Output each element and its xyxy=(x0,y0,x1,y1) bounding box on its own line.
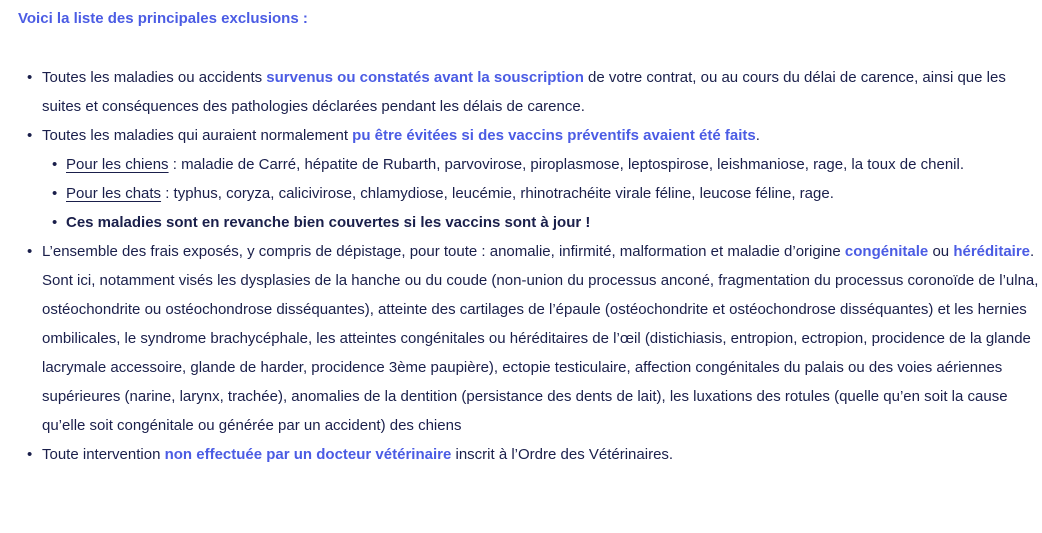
item-text: Toutes les maladies qui auraient normalement xyxy=(42,127,353,144)
highlight-text: pu être évitées si des vaccins préventifs avaient été faits xyxy=(352,127,756,144)
highlight-text: non effectuée par un docteur vétérinaire xyxy=(164,446,452,463)
list-item xyxy=(42,440,1042,469)
item-text: ou xyxy=(928,243,954,260)
item-text: de votre contrat, ou au cours du délai de carence, ainsi que les suites et conséquences des pathologies déclarées pendant les délais de carence. xyxy=(42,69,1006,115)
section-heading: Voici la liste des principales exclusions : xyxy=(18,10,308,27)
sublist-item-cats xyxy=(66,179,1042,208)
item-text: : maladie de Carré, hépatite de Rubarth, parvovirose, piroplasmose, leptospirose, leishmaniose, rage, la toux de chenil. xyxy=(168,156,964,173)
highlight-text: héréditaire xyxy=(953,243,1031,260)
underlined-label: Pour les chats xyxy=(66,185,162,202)
vaccine-sublist xyxy=(42,150,1042,237)
highlight-text: congénitale xyxy=(844,243,929,260)
highlight-text: survenus ou constatés avant la souscription xyxy=(266,69,584,86)
list-item xyxy=(42,63,1042,121)
item-text: : typhus, coryza, calicivirose, chlamydiose, leucémie, rhinotrachéite virale féline, leucose féline, rage. xyxy=(161,185,834,202)
item-text: inscrit à l’Ordre des Vétérinaires. xyxy=(451,446,674,463)
sublist-item-dogs xyxy=(66,150,1042,179)
sublist-item-note xyxy=(66,208,1042,237)
note-text: Ces maladies sont en revanche bien couvertes si les vaccins sont à jour ! xyxy=(66,214,591,231)
underlined-label: Pour les chiens xyxy=(66,156,169,173)
exclusions-list xyxy=(0,63,1042,469)
item-text: . xyxy=(755,127,760,144)
item-text: Toute intervention xyxy=(42,446,165,463)
item-text: . Sont ici, notamment visés les dysplasies de la hanche ou du coude (non-union du processus anconé, fragmentation du processus coronoïde de l’ulna, ostéochondrite ou ostéochondrose disséquantes), atteinte des cartilages de l’épaule (ostéochondrite et ostéochondrose disséquantes) et les hernies ombilicales, le syndrome brachycéphale, les atteintes congénitales ou héréditaires de l’œil (distichiasis, entropion, ectropion, procidence de la glande lacrymale accessoire, glande de harder, procidence 3ème paupière), ectopie testiculaire, affection congénitales du palais ou des voies aériennes supérieures (narine, larynx, trachée), anomalies de la dentition (persistance des dents de lait), les luxations des rotules (quelle qu’en soit la cause qu’elle soit congénitale ou générée par un accident) des chiens xyxy=(42,243,1039,434)
item-text: Toutes les maladies ou accidents xyxy=(42,69,267,86)
list-item xyxy=(42,237,1042,440)
list-item xyxy=(42,121,1042,237)
item-text: L’ensemble des frais exposés, y compris de dépistage, pour toute : anomalie, infirmité, malformation et maladie d’origine xyxy=(42,243,845,260)
